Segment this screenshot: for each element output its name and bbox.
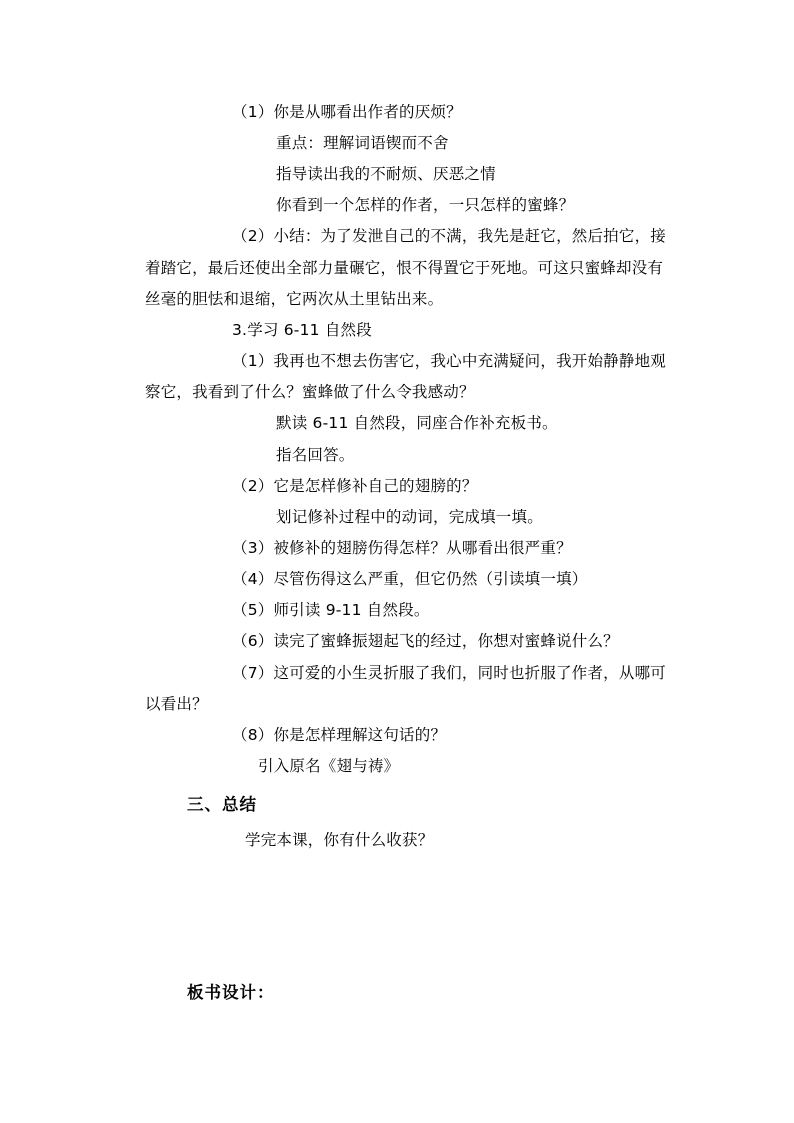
section-3-question-4: （4）尽管伤得这么严重，但它仍然（引读填一填） [232,570,588,588]
summary-heading: 三、总结 [187,795,257,814]
question-1-focus: 重点：理解词语锲而不舍 [276,134,449,152]
section-3-question-3: （3）被修补的翅膀伤得怎样？从哪看出很严重？ [232,539,572,557]
question-1: （1）你是从哪看出作者的厌烦？ [232,103,462,121]
section-3-question-8-intro: 引入原名《翅与祷》 [258,757,400,775]
section-3-question-7-line-1: （7）这可爱的小生灵折服了我们，同时也折服了作者，从哪可 [232,664,666,682]
section-3-question-5: （5）师引读 9-11 自然段。 [232,601,430,619]
section-3-question-1-read: 默读 6-11 自然段，同座合作补充板书。 [276,414,558,432]
section-3-title: 3.学习 6-11 自然段 [232,321,372,339]
board-design-heading: 板书设计： [187,983,275,1002]
question-2-line-1: （2）小结：为了发泄自己的不满，我先是赶它，然后拍它，接 [232,227,666,245]
section-3-question-2: （2）它是怎样修补自己的翅膀的？ [232,477,478,495]
section-3-question-1-line-1: （1）我再也不想去伤害它，我心中充满疑问，我开始静静地观 [232,352,666,370]
question-2-line-3: 丝毫的胆怯和退缩，它两次从土里钻出来。 [145,290,444,308]
question-1-ask: 你看到一个怎样的作者，一只怎样的蜜蜂？ [276,196,575,214]
summary-text: 学完本课，你有什么收获？ [245,831,434,849]
section-3-question-1-answer: 指名回答。 [276,446,355,464]
section-3-question-1-line-2: 察它，我看到了什么？蜜蜂做了什么令我感动？ [145,383,475,401]
question-1-guide: 指导读出我的不耐烦、厌恶之情 [276,165,496,183]
section-3-question-7-line-2: 以看出？ [145,695,208,713]
question-2-line-2: 着踏它，最后还使出全部力量碾它，恨不得置它于死地。可这只蜜蜂却没有 [145,259,664,277]
section-3-question-8: （8）你是怎样理解这句话的？ [232,726,447,744]
section-3-question-6: （6）读完了蜜蜂振翅起飞的经过，你想对蜜蜂说什么？ [232,632,619,650]
section-3-question-2-task: 划记修补过程中的动词，完成填一填。 [276,508,543,526]
